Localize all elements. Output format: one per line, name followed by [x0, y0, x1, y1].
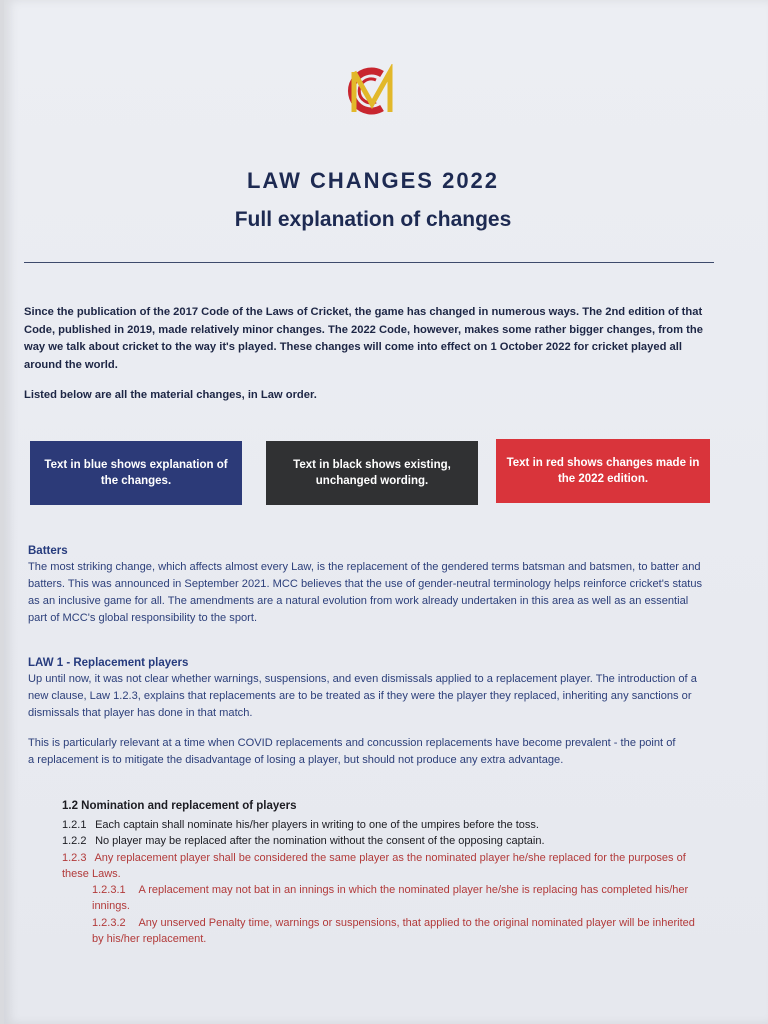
- law-item-text: Each captain shall nominate his/her players in writing to one of the umpires before the toss.: [95, 819, 539, 831]
- listed-note: Listed below are all the material changes, in Law order.: [24, 389, 317, 401]
- law-item-1-2-3-1: [92, 882, 692, 914]
- law-item-1-2-1: [62, 817, 712, 833]
- law-item-text: A replacement may not bat in an innings in which the nominated player he/she is replacing has completed his/her innings.: [92, 884, 689, 912]
- batters-heading: Batters: [28, 545, 68, 557]
- law1-heading: LAW 1 - Replacement players: [28, 657, 189, 669]
- law-item-text: Any unserved Penalty time, warnings or suspensions, that applied to the original nominated player will be inherited by his/her replacement.: [92, 917, 695, 945]
- key-black-box: Text in black shows existing, unchanged wording.: [266, 441, 478, 505]
- law-item-number: 1.2.1: [62, 819, 87, 831]
- law-item-number: 1.2.2: [62, 835, 87, 847]
- divider: [24, 262, 714, 263]
- law-item-text: Any replacement player shall be considered the same player as the nominated player he/she replaced for the purposes of these Laws.: [62, 852, 686, 880]
- law-item-1-2-3-2: [92, 915, 704, 947]
- key-blue-box: Text in blue shows explanation of the changes.: [30, 441, 242, 505]
- page-title: LAW CHANGES 2022: [246, 168, 500, 193]
- law-item-number: 1.2.3.1: [92, 884, 126, 896]
- law-item-text: No player may be replaced after the nomination without the consent of the opposing captain.: [95, 835, 545, 847]
- law-item-1-2-3: [62, 850, 702, 882]
- law-item-number: 1.2.3: [62, 852, 87, 864]
- key-red-box: Text in red shows changes made in the 2022 edition.: [496, 439, 710, 503]
- law-section-heading: 1.2 Nomination and replacement of players: [62, 800, 297, 812]
- batters-text: The most striking change, which affects almost every Law, is the replacement of the gendered terms batsman and batsmen, to batter and batters. This was announced in September 2021. MCC believes that the use of gender-neutral terminology helps reinforce cricket's status as an inclusive game for all. The amendments are a natural evolution from work already undertaken in this area as well as an essential part of MCC's global responsibility to the sport.: [28, 561, 703, 624]
- law1-para1: Up until now, it was not clear whether warnings, suspensions, and even dismissals applied to a replacement player. The introduction of a new clause, Law 1.2.3, explains that replacements are to be treated as if they were the player they replaced, inheriting any sanctions or dismissals that player has done in that match.: [28, 673, 697, 719]
- page-subtitle: Full explanation of changes: [234, 208, 512, 231]
- intro-paragraph: Since the publication of the 2017 Code of the Laws of Cricket, the game has changed in numerous ways. The 2nd edition of that Code, published in 2019, made relatively minor changes. The 2022 Code, however, makes some rather bigger changes, from the way we talk about cricket to the way it's played. These changes will come into effect on 1 October 2022 for cricket played all around the world.: [24, 306, 703, 371]
- mcc-logo: [338, 64, 408, 118]
- law-item-number: 1.2.3.2: [92, 917, 126, 929]
- law-item-1-2-2: [62, 833, 712, 849]
- law1-para2: This is particularly relevant at a time when COVID replacements and concussion replacements have become prevalent - the point of a replacement is to mitigate the disadvantage of losing a player, but should not produce any extra advantage.: [28, 737, 676, 766]
- document-page: [4, 0, 768, 1024]
